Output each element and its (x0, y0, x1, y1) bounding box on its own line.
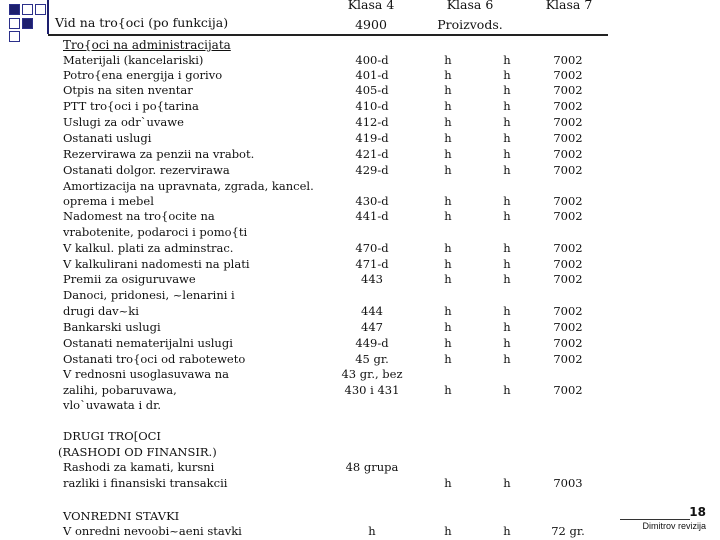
row-label: razliki i finansiski transakcii (63, 476, 228, 490)
cell-klasa7: 7002 (553, 163, 583, 177)
cell-klasa6: h (444, 352, 452, 366)
decor-square (9, 18, 20, 29)
cell-klasa4: 444 (361, 304, 383, 318)
cell-klasa4: 48 grupa (345, 460, 399, 474)
cell-klasa4: 45 gr. (355, 352, 389, 366)
row-label: vlo`uvawata i dr. (63, 398, 162, 412)
cell-klasa7: 7002 (553, 53, 583, 67)
row-label: V kalkulirani nadomesti na plati (63, 257, 250, 271)
cell-klasa7: 7002 (553, 257, 583, 271)
header-col-klasa4: Klasa 4 (347, 0, 395, 12)
decor-square (22, 4, 33, 15)
cell-klasa4: 449-d (355, 336, 389, 350)
cell-klasa6: h (444, 320, 452, 334)
cell-klasa6: h (444, 257, 452, 271)
cell-klasa7: 7002 (553, 99, 583, 113)
author-label: Dimitrov revizija (642, 521, 706, 531)
cell-klasa7: 7002 (553, 194, 583, 208)
cell-klasa7: 7002 (553, 131, 583, 145)
cell-klasa7: 7002 (553, 272, 583, 286)
row-label: Premii za osiguruvawe (63, 272, 196, 286)
cell-klasa4: 421-d (355, 147, 389, 161)
cell-klasa4: h (368, 524, 376, 538)
cell-klasa6: h (444, 53, 452, 67)
row-label: Rezervirawa za penzii na vrabot. (63, 147, 255, 161)
cell-klasa6b: h (503, 304, 511, 318)
cell-klasa6: h (444, 194, 452, 208)
cell-klasa6b: h (503, 524, 511, 538)
cell-klasa4: 447 (361, 320, 383, 334)
section-title-administration: Tro{oci na administracijata (63, 38, 231, 52)
cell-klasa6: h (444, 131, 452, 145)
cell-klasa6b: h (503, 257, 511, 271)
cell-klasa7: 7003 (553, 476, 583, 490)
cell-klasa6: h (444, 99, 452, 113)
decor-square (9, 31, 20, 42)
row-label: Nadomest na tro{ocite na (63, 209, 215, 223)
cell-klasa6b: h (503, 336, 511, 350)
cell-klasa6: h (444, 68, 452, 82)
cell-klasa6: h (444, 336, 452, 350)
cell-klasa6: h (444, 304, 452, 318)
header-rule (48, 34, 608, 36)
cell-klasa4: 405-d (355, 83, 389, 97)
row-label: PTT tro{oci i po{tarina (63, 99, 199, 113)
row-label: vrabotenite, podaroci i pomo{ti (63, 225, 248, 239)
cell-klasa6: h (444, 115, 452, 129)
decor-square (35, 4, 46, 15)
cell-klasa7: 7002 (553, 115, 583, 129)
cell-klasa4: 430-d (355, 194, 389, 208)
row-label: V rednosni usoglasuvawa na (63, 367, 230, 381)
row-label: Ostanati tro{oci od raboteweto (63, 352, 246, 366)
cell-klasa6: h (444, 147, 452, 161)
row-label: Ostanati dolgor. rezervirawa (63, 163, 230, 177)
cell-klasa7: 7002 (553, 83, 583, 97)
decor-vertical-bar (47, 0, 49, 34)
cell-klasa6: h (444, 272, 452, 286)
cell-klasa6: h (444, 383, 452, 397)
cell-klasa6b: h (503, 194, 511, 208)
row-label: zalihi, pobaruvawa, (63, 383, 177, 397)
cell-klasa6: h (444, 241, 452, 255)
cell-klasa6b: h (503, 163, 511, 177)
row-label: Otpis na siten nventar (63, 83, 193, 97)
row-label: Potro{ena energija i gorivo (63, 68, 223, 82)
cell-klasa4: 400-d (355, 53, 389, 67)
cell-klasa4: 443 (361, 272, 383, 286)
row-label: Uslugi za odr`uvawe (63, 115, 184, 129)
cell-klasa6b: h (503, 476, 511, 490)
cell-klasa7: 7002 (553, 68, 583, 82)
cell-klasa6b: h (503, 115, 511, 129)
cell-klasa4: 43 gr., bez (341, 367, 403, 381)
row-label: Rashodi za kamati, kursni (63, 460, 215, 474)
row-label: drugi dav~ki (63, 304, 139, 318)
cell-klasa4: 470-d (355, 241, 389, 255)
section-subtitle-financing: (RASHODI OD FINANSIR.) (58, 445, 217, 459)
cell-klasa7: 72 gr. (551, 524, 585, 538)
cell-klasa6b: h (503, 53, 511, 67)
row-label: V kalkul. plati za adminstrac. (63, 241, 234, 255)
cell-klasa6: h (444, 163, 452, 177)
decor-square (9, 4, 20, 15)
cell-klasa7: 7002 (553, 383, 583, 397)
cell-klasa7: 7002 (553, 352, 583, 366)
cell-klasa6: h (444, 476, 452, 490)
cell-klasa6b: h (503, 83, 511, 97)
cell-klasa4: 419-d (355, 131, 389, 145)
cell-klasa6: h (444, 83, 452, 97)
cell-klasa7: 7002 (553, 320, 583, 334)
cell-klasa4: 429-d (355, 163, 389, 177)
cell-klasa6b: h (503, 241, 511, 255)
cell-klasa6b: h (503, 320, 511, 334)
cell-klasa6b: h (503, 383, 511, 397)
header-col-klasa6-sub: Proizvods. (437, 17, 503, 32)
cell-klasa4: 410-d (355, 99, 389, 113)
cell-klasa6b: h (503, 131, 511, 145)
header-col-klasa7: Klasa 7 (545, 0, 593, 12)
row-label: Danoci, pridonesi, ~lenarini i (63, 288, 235, 302)
decor-square (22, 18, 33, 29)
cell-klasa4: 430 i 431 (344, 383, 400, 397)
row-label: Ostanati nematerijalni uslugi (63, 336, 233, 350)
cell-klasa6b: h (503, 99, 511, 113)
cell-klasa4: 471-d (355, 257, 389, 271)
row-label: oprema i mebel (63, 194, 154, 208)
row-label: V onredni nevoobi~aeni stavki (63, 524, 242, 538)
cell-klasa6b: h (503, 147, 511, 161)
header-col-klasa4-sub: 4900 (355, 17, 387, 32)
cell-klasa6: h (444, 209, 452, 223)
cell-klasa6b: h (503, 352, 511, 366)
cell-klasa6b: h (503, 68, 511, 82)
section-title-extraordinary: VONREDNI STAVKI (63, 509, 180, 523)
cell-klasa7: 7002 (553, 209, 583, 223)
cell-klasa7: 7002 (553, 304, 583, 318)
row-label: Ostanati uslugi (63, 131, 152, 145)
section-title-other-costs: DRUGI TRO[OCI (63, 429, 161, 443)
cell-klasa4: 401-d (355, 68, 389, 82)
row-label: Bankarski uslugi (63, 320, 161, 334)
row-label: Materijali (kancelariski) (63, 53, 204, 67)
header-col-vid: Vid na tro{oci (po funkcija) (55, 15, 229, 30)
cell-klasa7: 7002 (553, 147, 583, 161)
cell-klasa7: 7002 (553, 241, 583, 255)
header-col-klasa6: Klasa 6 (446, 0, 494, 12)
cell-klasa4: 412-d (355, 115, 389, 129)
cell-klasa4: 441-d (355, 209, 389, 223)
cell-klasa6: h (444, 524, 452, 538)
footer-rule (620, 519, 690, 520)
cell-klasa7: 7002 (553, 336, 583, 350)
cell-klasa6b: h (503, 209, 511, 223)
cell-klasa6b: h (503, 272, 511, 286)
row-label: Amortizacija na upravnata, zgrada, kancel. (63, 179, 314, 193)
page-number: 18 (689, 505, 706, 519)
